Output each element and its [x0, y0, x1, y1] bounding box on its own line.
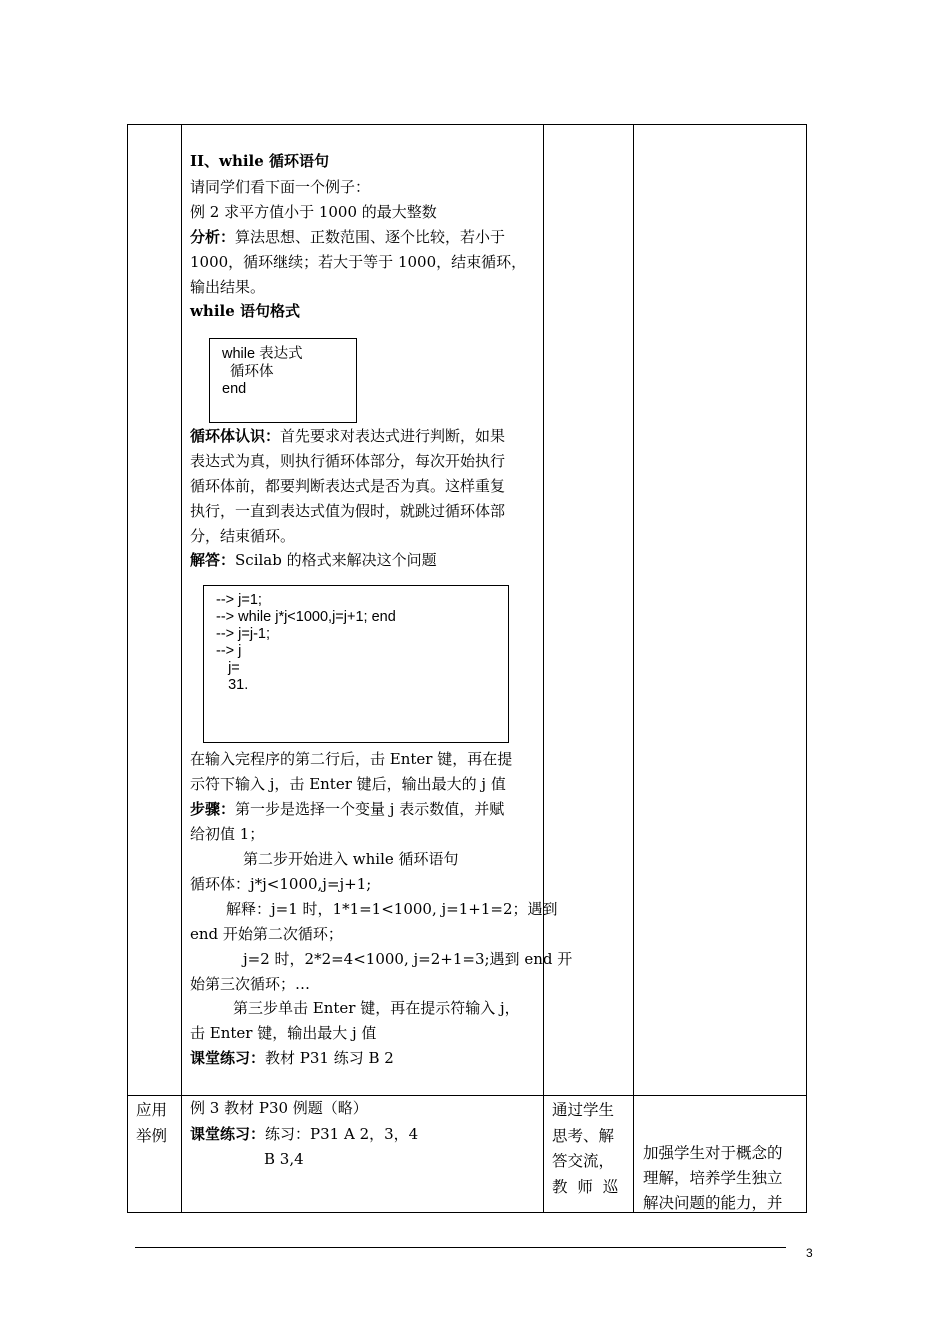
steps-line-2: 给初值 1； — [190, 825, 265, 843]
analysis-text: 算法思想、正数范围、逐个比较，若小于 — [235, 228, 506, 246]
code-line: --> j=j-1; — [216, 626, 270, 642]
format-heading: while 语句格式 — [190, 302, 300, 320]
analysis-line-3: 输出结果。 — [190, 278, 266, 296]
code-box — [203, 585, 509, 743]
code-line: j= — [216, 660, 240, 676]
loop-line-1 — [190, 426, 505, 446]
steps-line-3: 第二步开始进入 while 循环语句 — [243, 850, 459, 868]
loop-line-5: 分，结束循环。 — [190, 527, 296, 545]
col3-line: 通过学生 — [552, 1101, 615, 1119]
col3-line: 教 师 巡 — [552, 1178, 619, 1196]
analysis-line-2: 1000，循环继续；若大于等于 1000，结束循环， — [190, 253, 527, 271]
practice-line — [190, 1048, 394, 1068]
loop-line-4: 执行，一直到表达式值为假时，就跳过循环体部 — [190, 502, 506, 520]
steps-line-7: j=2 时，2*2=4<1000, j=2+1=3;遇到 end 开 — [243, 950, 573, 968]
column-divider — [181, 125, 182, 1212]
col3-line: 思考、解 — [552, 1127, 615, 1145]
steps-text: 第一步是选择一个变量 j 表示数值，并赋 — [235, 800, 505, 818]
steps-label: 步骤： — [190, 800, 236, 818]
code-line: --> while j*j<1000,j=j+1; end — [216, 609, 396, 625]
format-box-line: 循环体 — [230, 364, 274, 380]
steps-line-6: end 开始第二次循环； — [190, 925, 343, 943]
section-heading: II、while 循环语句 — [190, 152, 330, 170]
answer-text: Scilab 的格式来解决这个问题 — [235, 551, 437, 569]
column-divider — [633, 125, 634, 1212]
row-label-line-1: 应用 — [136, 1101, 168, 1119]
while-format-box — [209, 338, 357, 423]
page-number: 3 — [806, 1246, 813, 1260]
column-divider — [543, 125, 544, 1212]
example-3-text: 例 3 教材 P30 例题（略） — [190, 1099, 368, 1117]
practice-text: 教材 P31 练习 B 2 — [265, 1049, 394, 1067]
intro-text: 请同学们看下面一个例子： — [190, 178, 371, 196]
row2-practice-line — [190, 1124, 418, 1144]
example-2-text: 例 2 求平方值小于 1000 的最大整数 — [190, 203, 437, 221]
col4-line: 理解，培养学生独立 — [643, 1169, 783, 1187]
code-line: --> j — [216, 643, 242, 659]
col3-line: 答交流， — [552, 1152, 615, 1170]
analysis-label: 分析： — [190, 228, 236, 246]
loop-text: 首先要求对表达式进行判断，如果 — [280, 427, 506, 445]
steps-line-8: 始第三次循环；… — [190, 975, 311, 993]
code-line: 31. — [216, 677, 249, 693]
steps-line-4: 循环体：j*j<1000,j=j+1; — [190, 875, 372, 893]
answer-label: 解答： — [190, 551, 236, 569]
after-line-1: 在输入完程序的第二行后，击 Enter 键，再在提 — [190, 750, 513, 768]
row-divider — [128, 1095, 806, 1096]
row2-practice-label: 课堂练习： — [190, 1125, 266, 1143]
code-line: --> j=1; — [216, 592, 262, 608]
footer-rule — [135, 1247, 786, 1248]
loop-line-2: 表达式为真，则执行循环体部分，每次开始执行 — [190, 452, 506, 470]
steps-line-5: 解释：j=1 时，1*1=1<1000, j=1+1=2；遇到 — [226, 900, 558, 918]
row-label-line-2: 举例 — [136, 1127, 168, 1145]
loop-line-3: 循环体前，都要判断表达式是否为真。这样重复 — [190, 477, 506, 495]
practice-label: 课堂练习： — [190, 1049, 266, 1067]
answer-line — [190, 550, 437, 570]
format-box-line: end — [222, 381, 247, 397]
loop-label: 循环体认识： — [190, 427, 281, 445]
steps-line-9: 第三步单击 Enter 键，再在提示符输入 j， — [233, 999, 520, 1017]
format-box-line: while 表达式 — [222, 346, 303, 362]
steps-line-10: 击 Enter 键，输出最大 j 值 — [190, 1024, 377, 1042]
steps-line-1 — [190, 799, 504, 819]
col4-line: 解决问题的能力，并 — [643, 1194, 783, 1212]
row2-practice-b: B 3,4 — [264, 1150, 304, 1168]
after-line-2: 示符下输入 j，击 Enter 键后，输出最大的 j 值 — [190, 775, 506, 793]
row2-practice-text: 练习：P31 A 2，3，4 — [265, 1125, 419, 1143]
col4-line: 加强学生对于概念的 — [643, 1144, 783, 1162]
analysis-line-1 — [190, 227, 505, 247]
